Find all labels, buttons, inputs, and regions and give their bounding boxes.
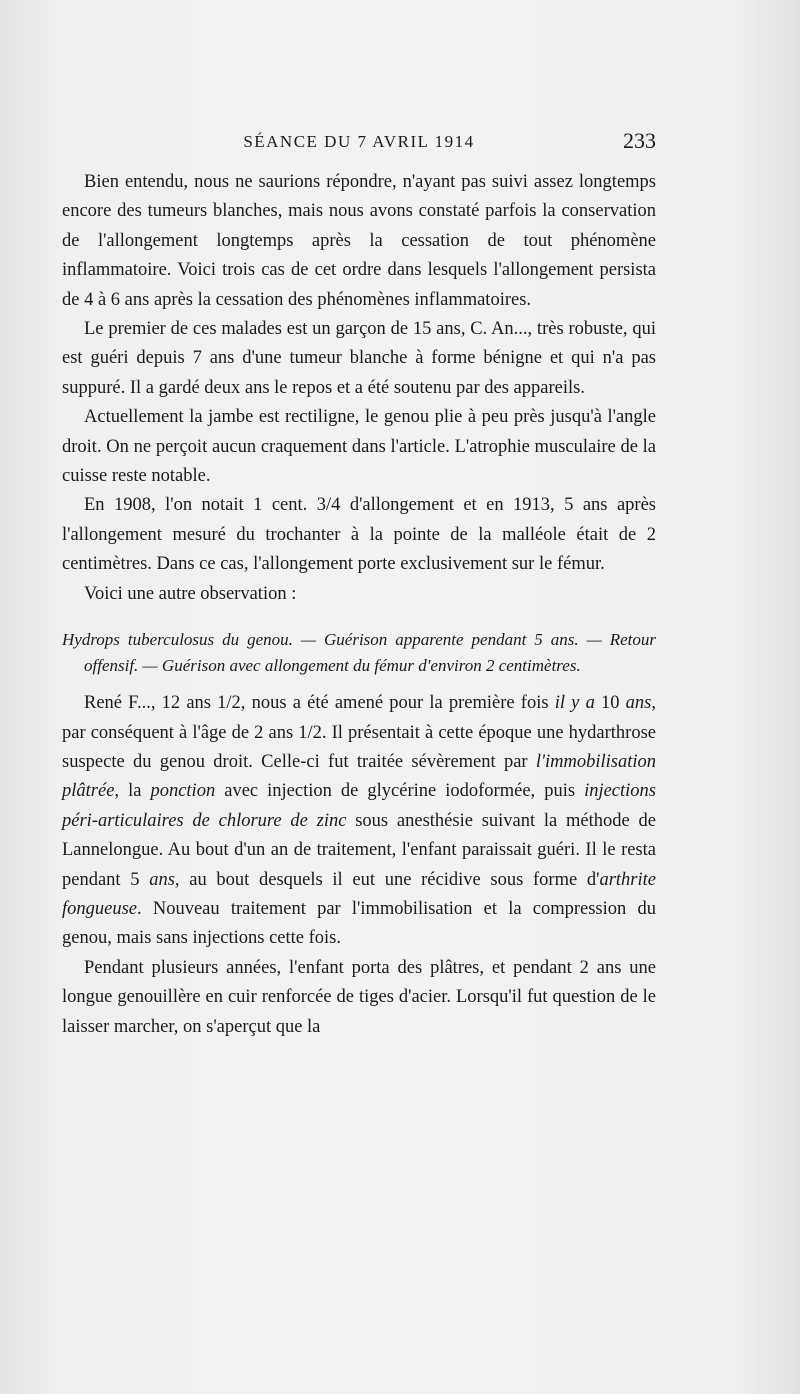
text-run: sous anesthésie suivant la méthode de Lannelongue. Au bout d'un an de traitement, l'enfant paraissait guéri. Il le resta pendant 5 xyxy=(62,810,656,890)
paragraph: Bien entendu, nous ne saurions répondre, n'ayant pas suivi assez longtemps encore des tumeurs blanches, mais nous avons constaté parfois la conservation de l'allongement longtemps après la cessation de tout phénomène inflammatoire. Voici trois cas de cet ordre dans lesquels l'allongement persista de 4 à 6 ans après la cessation des phénomènes inflammatoires. xyxy=(62,172,656,310)
page-header xyxy=(62,128,656,158)
text-run: René F..., 12 ans 1/2, nous a été amené pour la première fois xyxy=(84,693,555,714)
paragraph xyxy=(62,689,656,954)
italic-run: arthrite fongueuse xyxy=(62,869,656,919)
paragraph: En 1908, l'on notait 1 cent. 3/4 d'allongement et en 1913, 5 ans après l'allongement mesuré du trochanter à la pointe de la malléole était de 2 centimètres. Dans ce cas, l'allongement porte exclusivement sur le fémur. xyxy=(62,495,656,575)
page-body xyxy=(62,168,656,1042)
italic-run: ans xyxy=(149,869,175,890)
paragraph: Voici une autre observation : xyxy=(84,583,297,604)
text-run: , au bout desquels il eut une récidive sous forme d' xyxy=(174,869,600,890)
paragraph: Le premier de ces malades est un garçon de 15 ans, C. An..., très robuste, qui est guéri depuis 7 ans d'une tumeur blanche à forme bénigne et qui n'a pas suppuré. Il a gardé deux ans le repos et a été soutenu par des appareils. xyxy=(62,319,656,398)
text-run: la xyxy=(119,781,151,802)
page-number: 233 xyxy=(623,128,656,153)
italic-run: ans xyxy=(625,693,652,714)
italic-run: ponction xyxy=(150,781,216,802)
text-run: 10 xyxy=(594,693,626,714)
text-run: , par conséquent à l'âge de 2 ans 1/2. Il présentait à cette époque une hydarthrose suspecte du genou droit. Celle-ci fut traitée sévèrement par xyxy=(62,693,656,772)
italic-run: injections péri-articulaires de chlorure de zinc xyxy=(62,781,656,831)
text-run: . Nouveau traitement par l'immobilisation et la compression du genou, mais sans injections cette fois. xyxy=(62,898,656,949)
observation-title: Hydrops tuberculosus du genou. — Guérison apparente pendant 5 ans. — Retour offensif. — Guérison avec allongement du fémur d'environ 2 centimètres. xyxy=(62,630,656,676)
running-title: SÉANCE DU 7 AVRIL 1914 xyxy=(243,132,475,151)
italic-run: l'immobilisation plâtrée, xyxy=(62,751,656,802)
text-run: avec injection de glycérine iodoformée, puis xyxy=(215,781,585,802)
paragraph: Actuellement la jambe est rectiligne, le genou plie à peu près jusqu'à l'angle droit. On ne perçoit aucun craquement dans l'article. L'atrophie musculaire de la cuisse reste notable. xyxy=(62,407,656,487)
paragraph: Pendant plusieurs années, l'enfant porta des plâtres, et pendant 2 ans une longue genouillère en cuir renforcée de tiges d'acier. Lorsqu'il fut question de le laisser marcher, on s'aperçut que la xyxy=(62,957,656,1037)
italic-run: il y a xyxy=(554,693,595,714)
